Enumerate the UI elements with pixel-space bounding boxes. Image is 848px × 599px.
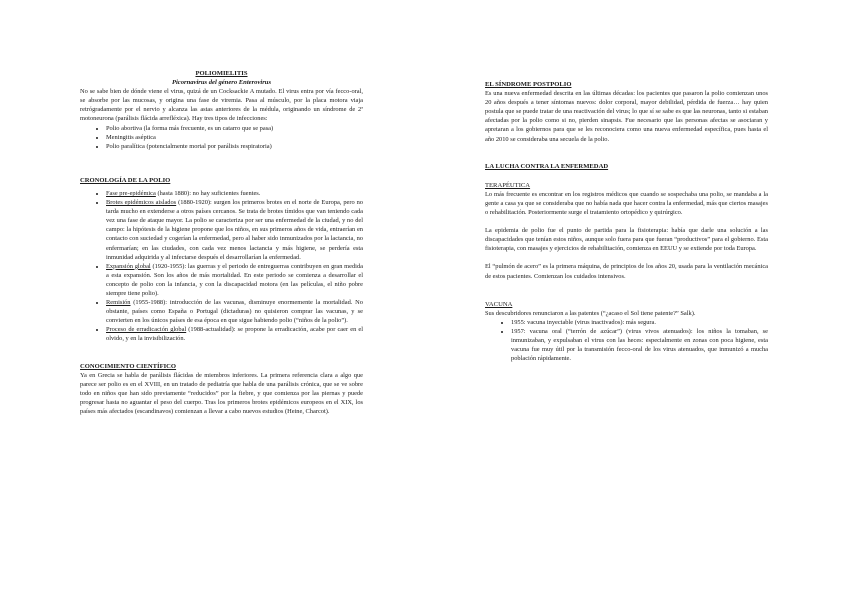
left-column <box>80 69 363 416</box>
list-item: • 1955: vacuna inyectable (virus inactivados): más segura. <box>511 318 768 327</box>
document-title: POLIOMIELITIS <box>195 70 248 77</box>
chronology-text: (1988-actualidad): se propone la erradicación, acabe por caer en el olvido, y en la invisibilización. <box>106 326 363 343</box>
vaccine-intro: Sus descubridores renunciaron a las patentes (“¿acaso el Sol tiene patente?” Salk). <box>485 309 696 317</box>
chronology-term: Expansión global <box>106 262 151 270</box>
list-item: • Meningitis aséptica <box>106 133 363 142</box>
list-item <box>106 262 363 298</box>
fight-heading: LA LUCHA CONTRA LA ENFERMEDAD <box>485 162 609 170</box>
chronology-text: (1955-1988): introducción de las vacunas, disminuye enormemente la mortalidad. No obstante, países como España o Portugal (dictaduras) no quisieron comprar las vacunas, y se convierten en los únicos países de esa época en que sigue habiendo polio (“niños de la polio”). <box>106 299 363 325</box>
chronology-text: (1920-1955): las guerras y el periodo de entreguerras contribuyen en gran medida a esta expansión. Son los años de más mortalidad. En este periodo se comienza a desarrollar el concepto de polio con la infancia, y con la discapacidad motora (en las películas, el niño pobre siempre tiene polio). <box>106 262 363 297</box>
therapy-paragraph-2: La epidemia de polio fue el punto de partida para la fisioterapia: había que darle una solución a las discapacidades que tenían estos niños, aunque solo fuera para que fueran “productivos” para el gobierno. Esta fisioterapia, con masajes y ejercicios de rehabilitación, comienza en EEUU y se extiende por toda Europa. <box>485 227 768 253</box>
infection-types-list <box>80 124 363 151</box>
right-column <box>485 80 768 363</box>
list-item <box>106 189 363 198</box>
vaccine-list <box>485 318 768 363</box>
intro-paragraph: No se sabe bien de dónde viene el virus, quizá de un Cocksackie A mutado. El virus entra por vía fecco-oral, se absorbe por las mucosas, y origina una fase de viremia. Pasa al músculo, por la placa motora viaja retrógradamente por el nervio y alcanza las astas anteriores de la médula, originando un síndrome de 2ª motoneurona (parálisis flácida arrefléxica). Hay tres tipos de infecciones: <box>80 88 363 123</box>
postpolio-heading: EL SÍNDROME POSTPOLIO <box>485 81 572 88</box>
postpolio-paragraph: Es una nueva enfermedad descrita en las últimas décadas: los pacientes que pasaron la polio comienzan unos 20 años después a tener síntomas nuevos: dolor corporal, mayor debilidad, pérdida de fuerza… hay quien postula que se puede tratar de una reactivación del virus; lo que sí se sabe es que las neuronas, tanto si estaban afectadas por la polio como si no, pierden sinapsis. Fue necesario que las personas afectas se asociaran y apretaran a los gobiernos para que se les reconociera como una nueva enfermedad específica, pues hasta el año 2010 se consideraba una secuela de la polio. <box>485 90 768 143</box>
chronology-text: (hasta 1880): no hay suficientes fuentes. <box>155 189 261 197</box>
therapy-paragraph-1: Lo más frecuente es encontrar en los registros médicos que cuando se sospechaba una polio, se mandaba a la gente a casa ya que se consideraba que no había nada que hacer contra la enfermedad, más que ciertos masajes o rehabilitación. Posteriormente surge el tratamiento ortopédico y quirúrgico. <box>485 190 768 217</box>
list-item <box>106 198 363 262</box>
document-subtitle: Picornavirus del género Enterovirus <box>171 79 272 87</box>
scientific-heading: CONOCIMIENTO CIENTÍFICO <box>80 362 177 370</box>
list-item: • Polio abortiva (la forma más frecuente, es un catarro que se pasa) <box>106 124 363 133</box>
chronology-term: Remisión <box>106 299 131 307</box>
chronology-term: Brotes epidémicos aislados <box>106 199 177 207</box>
vaccine-heading: VACUNA <box>485 300 513 308</box>
list-item <box>106 298 363 325</box>
therapy-paragraph-3: El “pulmón de acero” es la primera máquina, de principios de los años 20, usada para la ventilación mecánica de estos pacientes. Comienzan los cuidados intensivos. <box>485 263 768 280</box>
chronology-text: (1880-1920): surgen los primeros brotes en el norte de Europa, pero no tarda mucho en extenderse a otros países cercanos. Se trata de brotes tímidos que van teniendo cada vez una fase de ataque mayor. La polio se caracteriza por ser una enfermedad de la ciudad, y no del campo: la hipótesis de la higiene propone que los niños, en sus primeros años de vida, entraerían en contacto con suciedad y cogerían la enfermedad, pero al haber sido inmunizados por la lactancia, no enfermarían; en las ciudades, con cada vez menos lactancia y más higiene, se perdería esta inmunidad adquirida y al infectarse después el desarrollarían la enfermedad. <box>106 199 364 261</box>
list-item: • 1957: vacuna oral (“terrón de azúcar”) (virus vivos atenuados): los niños la tomaban, se inmunizaban, y expulsaban el virus con las heces: especialmente en zonas con poca higiene, esta vacuna fue muy útil por la transmisión fecco-oral de los virus atenuados, que inmunizó a mucha población rápidamente. <box>511 327 768 363</box>
chronology-term: Fase pre-epidémica <box>106 189 156 197</box>
therapy-heading: TERAPÉUTICA <box>485 181 531 189</box>
chronology-heading: CRONOLOGÍA DE LA POLIO <box>80 176 171 184</box>
chronology-term: Proceso de erradicación global <box>106 326 187 334</box>
list-item <box>106 325 363 343</box>
scientific-paragraph: Ya en Grecia se habla de parálisis flácidas de miembros inferiores. La primera referencia clara a algo que parece ser polio es en el XVIII, en un tratado de pediatría que habla de una parálisis crónica, que se ve sobre todo en niños que han sido previamente “reducidos” por la fiebre, y que comienza por las piernas y puede progresar hasta no aguantar el peso del cuerpo. Tras los primeros brotes epidémicos europeos en el XIX, los países más afectados (escandinavos) comienzan a llevar a cabo nuevos estudios (Heine, Charcot). <box>80 371 363 415</box>
chronology-list <box>80 189 363 344</box>
list-item: • Polio paralítica (potencialmente mortal por parálisis respiratoria) <box>106 142 363 151</box>
